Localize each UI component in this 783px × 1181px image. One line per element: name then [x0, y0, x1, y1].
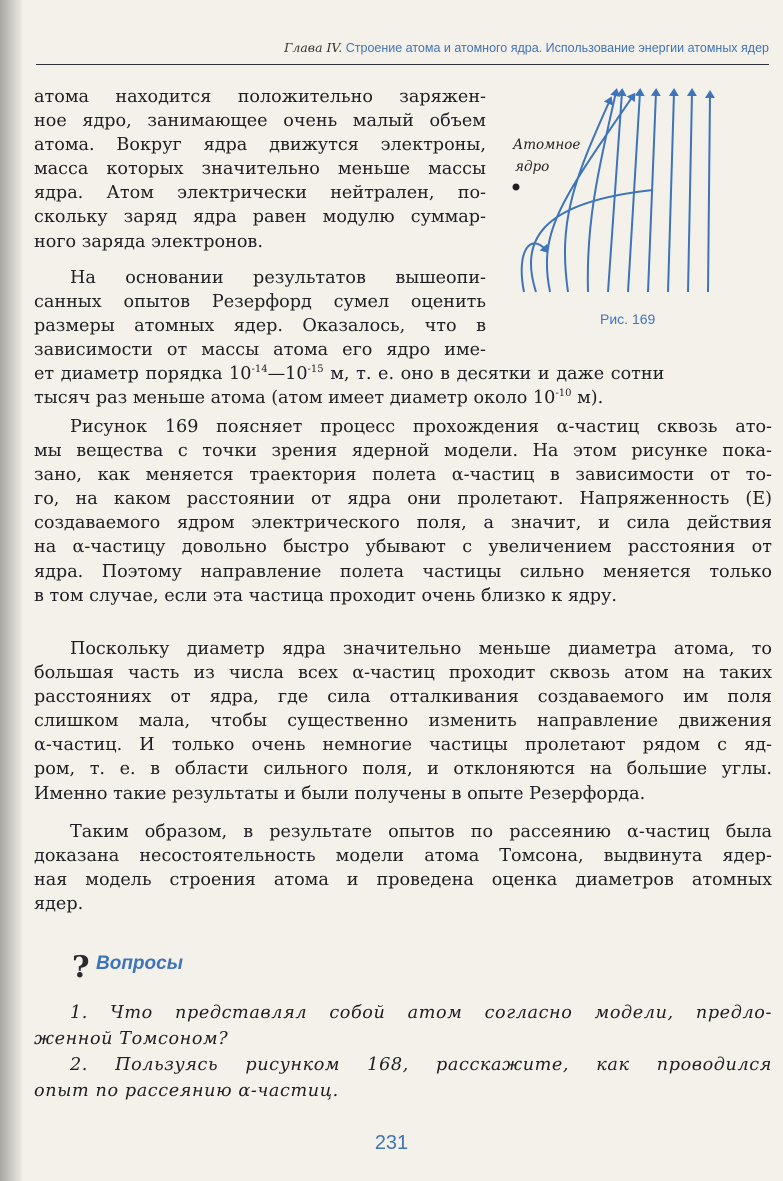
- questions-title: Вопросы: [96, 953, 183, 974]
- text-line: атома. Вокруг ядра движутся электроны,: [34, 135, 486, 156]
- paragraph-2-continuation: [34, 362, 772, 410]
- trajectory-line: [648, 92, 656, 292]
- page-number: 231: [374, 1132, 409, 1154]
- text-line: на α-частицу довольно быстро убывают с увеличением расстояния от: [34, 537, 772, 558]
- paragraph-4: [34, 637, 772, 806]
- text-line: Именно такие результаты и были получены в опыте Резерфорда.: [34, 783, 646, 804]
- text-line: α-частиц. И только очень немногие частицы пролетают рядом с яд-: [34, 735, 772, 756]
- text-line: создаваемого ядром электрического поля, а значит, и сила действия: [34, 513, 772, 534]
- text-line: Рисунок 169 поясняет процесс прохождения α-частиц сквозь ато-: [70, 417, 772, 437]
- text-line: ядра. Поэтому направление полета частицы сильно меняется только: [34, 561, 772, 582]
- nucleus-dot: [513, 184, 520, 191]
- text-line: зано, как меняется траектория полета α-частиц в зависимости от то-: [34, 465, 772, 486]
- question-2: [34, 1052, 772, 1104]
- trajectory-line: [668, 92, 674, 292]
- trajectory-line: [688, 92, 692, 292]
- text-line: ядер.: [34, 894, 84, 915]
- figure-caption: Рис. 169: [600, 311, 656, 327]
- text-line: атома находится положительно заряжен-: [34, 87, 486, 107]
- chapter-subtitle: Строение атома и атомного ядра. Использование энергии атомных ядер: [345, 41, 769, 55]
- nucleus-label: Атомное ядро: [513, 137, 581, 175]
- text-line: 1. Что представлял собой атом согласно модели, предло-: [70, 1003, 772, 1023]
- text-line: слишком мала, чтобы существенно изменить направление движения: [34, 711, 772, 732]
- paragraph-5: [34, 820, 772, 916]
- text-line: санных опытов Резерфорд сумел оценить: [34, 292, 486, 313]
- text-line: расстояниях от ядра, где сила отталкивания создаваемого им поля: [34, 687, 772, 708]
- chapter-label: Глава IV.: [284, 40, 343, 55]
- text-line: ного заряда электронов.: [34, 231, 263, 252]
- paragraph-3: [34, 415, 772, 608]
- text-line: размеры атомных ядер. Оказалось, что в: [34, 316, 486, 337]
- text-line: тысяч раз меньше атома (атом имеет диаметр около $10^{-10}$ м).: [34, 388, 604, 409]
- alpha-trajectories-figure: [498, 82, 770, 338]
- question-1: [34, 1000, 772, 1052]
- running-header: [36, 38, 769, 65]
- text-line: большая часть из числа всех α-частиц проходит сквозь атом на таких: [34, 663, 772, 684]
- text-line: скольку заряд ядра равен модулю суммар-: [34, 207, 486, 228]
- paragraph-1: [34, 85, 486, 254]
- trajectory-line: [588, 92, 616, 292]
- text-line: Таким образом, в результате опытов по рассеянию α-частиц была: [70, 822, 772, 842]
- text-line: го, на каком расстоянии от ядра они пролетают. Напряженность (E): [34, 489, 772, 510]
- text-line: опыт по рассеянию α-частиц.: [34, 1081, 339, 1101]
- trajectory-line: [708, 94, 710, 292]
- text-line: Поскольку диаметр ядра значительно меньше диаметра атома, то: [70, 639, 772, 659]
- text-line: ная модель строения атома и проведена оценка диаметров атомных: [34, 870, 772, 891]
- text-line: 2. Пользуясь рисунком 168, расскажите, как проводился: [70, 1055, 772, 1075]
- text-line: ное ядро, занимающее очень малый объем: [34, 111, 486, 132]
- text-line: ет диаметр порядка $10^{-14}—10^{-15}$ м, т. е. оно в десятки и даже сотни: [34, 364, 665, 384]
- text-line: мы вещества с точки зрения ядерной модели. На этом рисунке пока-: [34, 441, 772, 462]
- text-line: ром, т. е. в области сильного поля, и отклоняются на большие углы.: [34, 759, 772, 780]
- text-line: в том случае, если эта частица проходит очень близко к ядру.: [34, 585, 617, 606]
- book-spine-shadow: [0, 0, 22, 1181]
- text-line: женной Томсоном?: [34, 1029, 229, 1049]
- text-line: масса которых значительно меньше массы: [34, 159, 486, 180]
- text-line: На основании результатов вышеопи-: [70, 268, 486, 288]
- text-line: ядра. Атом электрически нейтрален, по-: [34, 183, 486, 204]
- text-line: доказана несостоятельность модели атома Томсона, выдвинута ядер-: [34, 846, 772, 867]
- paragraph-2: [34, 266, 486, 362]
- question-mark-icon: ?: [72, 950, 90, 985]
- text-line: зависимости от массы атома его ядро име-: [34, 340, 486, 361]
